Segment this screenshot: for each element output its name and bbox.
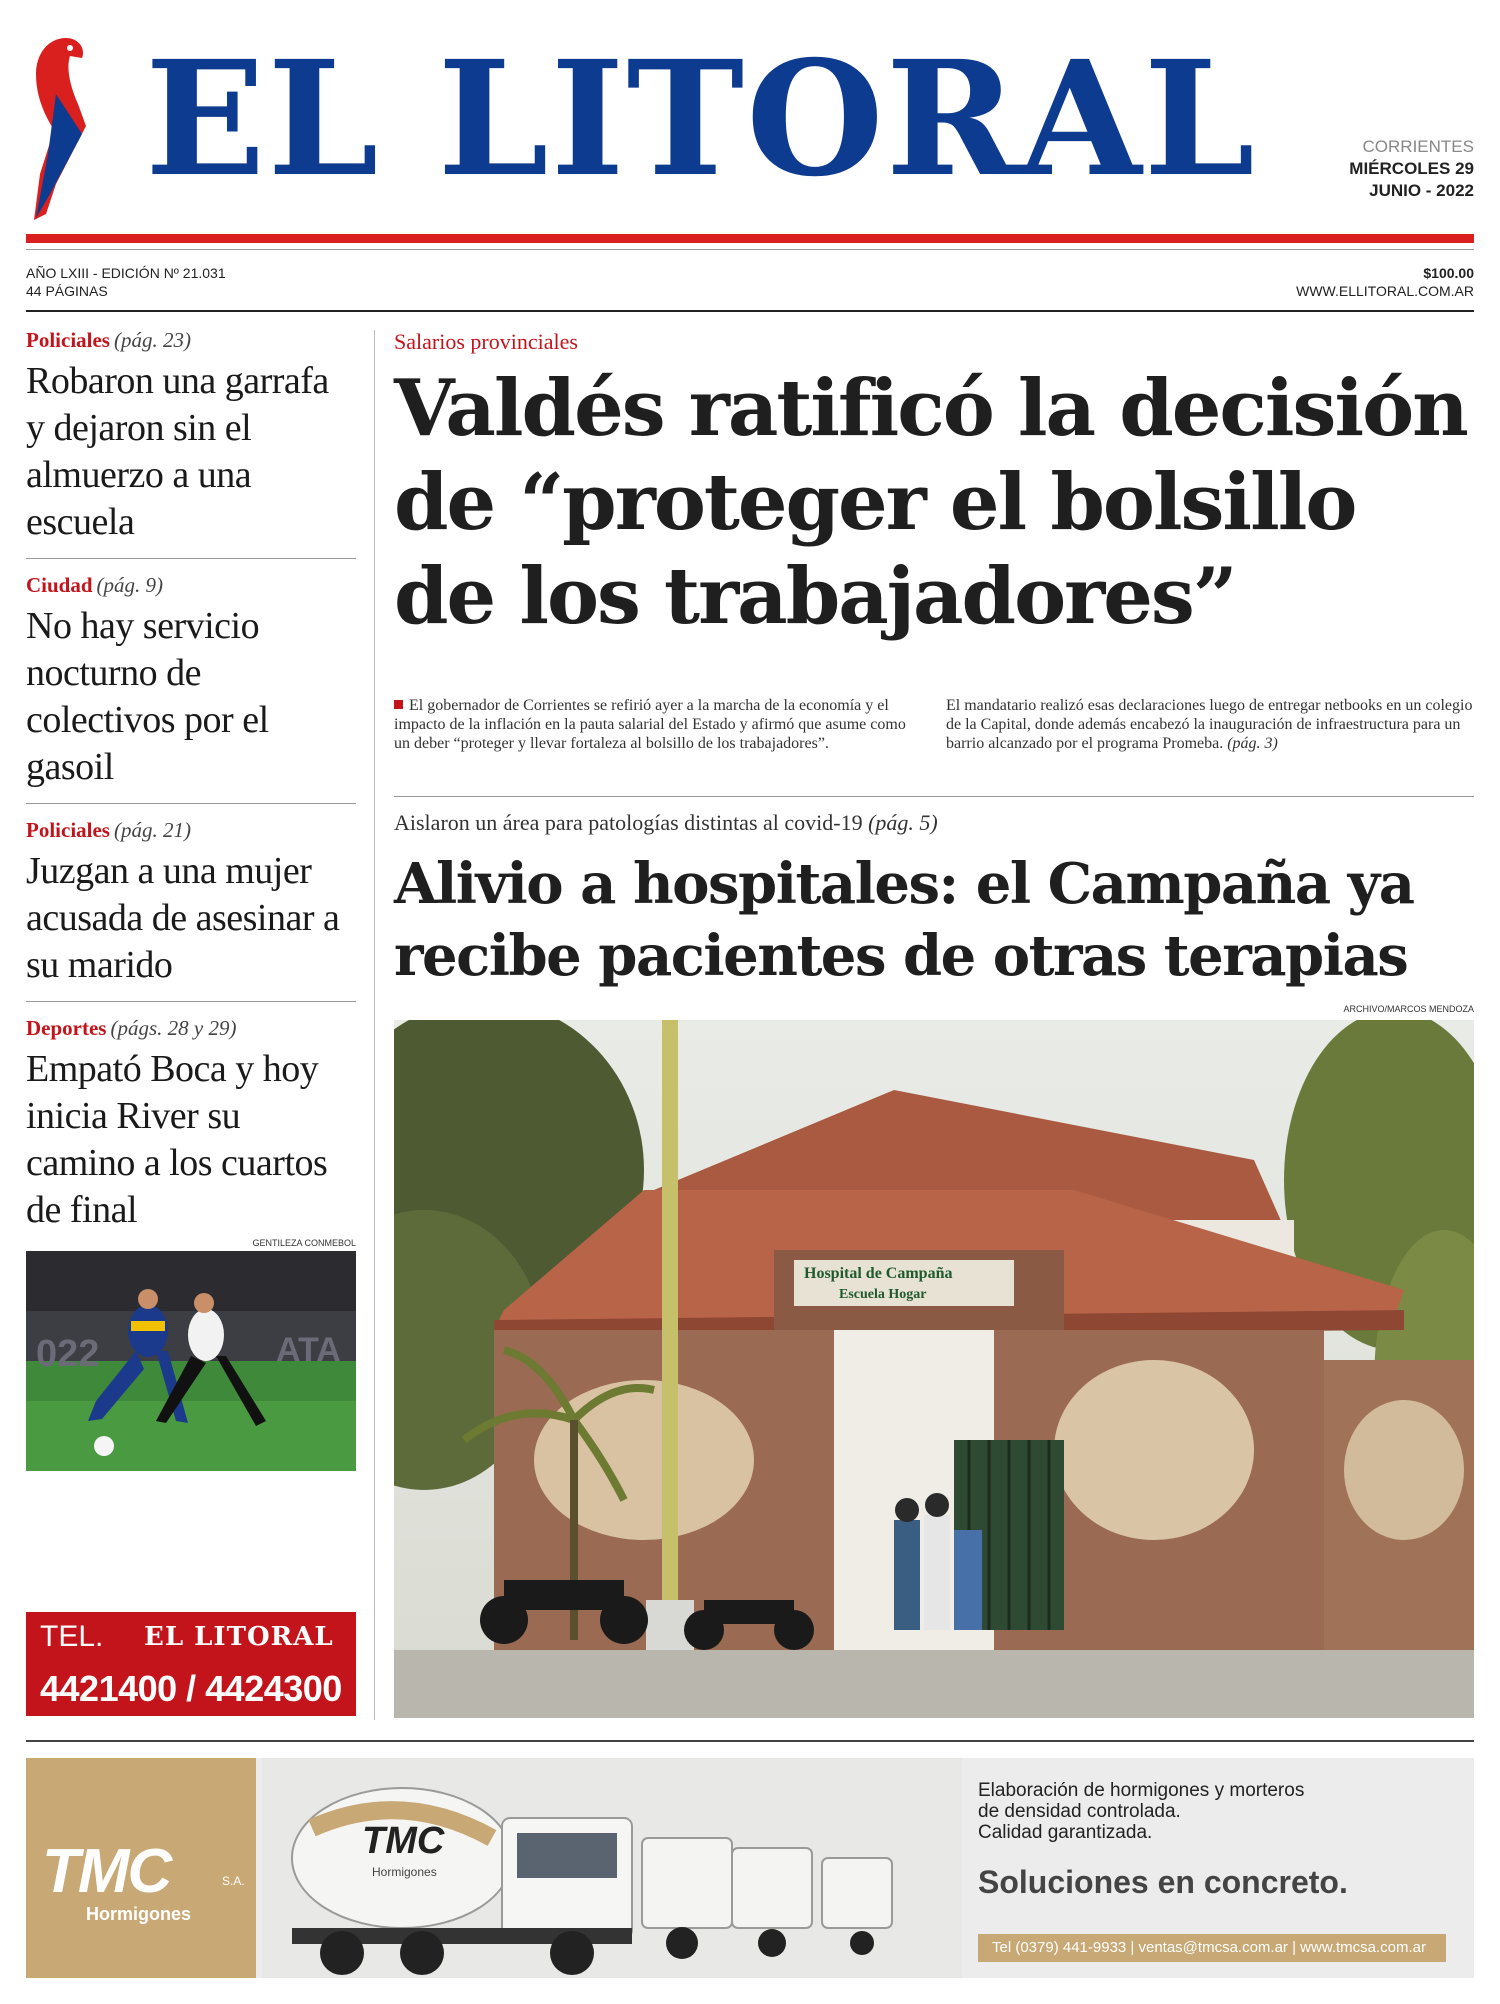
brief-section: Ciudad — [26, 573, 93, 597]
price: $100.00 — [1423, 265, 1474, 281]
brief-headline[interactable]: Empató Boca y hoy inicia River su camino a los cuartos de final — [26, 1048, 328, 1231]
hospital-sign: Hospital de Campaña — [804, 1265, 953, 1282]
brief-headline[interactable]: Robaron una garrafa y dejaron sin el almuerzo a una escuela — [26, 360, 329, 543]
brief-page-ref: (pág. 21) — [113, 818, 191, 842]
brief-page-ref: (págs. 28 y 29) — [110, 1016, 237, 1040]
phone-brand: EL LITORAL — [144, 1622, 334, 1652]
ad-slogan: Soluciones en concreto. — [978, 1864, 1348, 1900]
ad-logo-subtitle: Hormigones — [86, 1904, 192, 1924]
svg-text:ATA: ATA — [276, 1331, 341, 1369]
truck-logo: TMC — [362, 1820, 445, 1862]
ad-line-1: Elaboración de hormigones y morteros — [978, 1780, 1305, 1801]
advertisement-banner[interactable] — [26, 1758, 1474, 1978]
brief-divider — [26, 558, 356, 559]
truck-logo-sub: Hormigones — [372, 1865, 437, 1879]
brief-page-ref: (pág. 23) — [113, 328, 191, 352]
briefs-column — [26, 326, 356, 1471]
second-kicker-text: Aislaron un área para patologías distintas al covid-19 — [394, 810, 863, 835]
header-rule — [26, 310, 1474, 312]
brief-divider — [26, 803, 356, 804]
ad-contact-bar[interactable]: Tel (0379) 441-9933 | ventas@tmcsa.com.ar | www.tmcsa.com.ar — [978, 1934, 1446, 1962]
lead-headline[interactable]: Valdés ratificó la decisión de “proteger el bolsillo de los trabajadores” — [394, 363, 1467, 642]
brief-section: Deportes — [26, 1016, 107, 1040]
second-kicker — [394, 810, 1474, 836]
hospital-photo[interactable] — [394, 1020, 1474, 1718]
edition-info — [26, 264, 226, 300]
brief-item[interactable] — [26, 816, 356, 989]
sports-photo-credit: GENTILEZA CONMEBOL — [252, 1238, 356, 1248]
bullet-icon — [394, 700, 403, 709]
brief-divider — [26, 1001, 356, 1002]
section-rule — [394, 796, 1474, 797]
price-info — [1296, 264, 1474, 300]
lead-summary-right-text: El mandatario realizó esas declaraciones luego de entregar netbooks en un colegio de la Capital, donde además encabezó la inauguración de infraestructura para un barrio alcanzado por el programa Promeba. — [946, 697, 1473, 752]
masthead-red-rule — [26, 234, 1474, 243]
trucks-image — [262, 1758, 962, 1978]
masthead-date — [1349, 136, 1474, 202]
column-separator — [374, 330, 375, 1720]
lead-summary-left — [394, 696, 914, 753]
masthead-weekday: MIÉRCOLES 29 — [1349, 159, 1474, 178]
lead-summary-left-text: El gobernador de Corrientes se refirió ayer a la marcha de la economía y el impacto de la inflación en la pauta salarial del Estado y afirmó que asume como un deber “proteger y llevar fortaleza al bolsillo de los trabajadores”. — [394, 697, 906, 752]
phone-box[interactable] — [26, 1612, 356, 1716]
masthead-bird-logo — [26, 34, 88, 224]
svg-text:022: 022 — [36, 1333, 100, 1375]
ad-logo-sa: S.A. — [222, 1874, 245, 1888]
brief-page-ref: (pág. 9) — [96, 573, 164, 597]
ad-logo: TMC — [42, 1837, 171, 1906]
masthead-month-year: JUNIO - 2022 — [1369, 181, 1474, 200]
main-photo-credit: ARCHIVO/MARCOS MENDOZA — [1343, 1004, 1474, 1014]
ad-description — [978, 1780, 1304, 1843]
ad-rule — [26, 1740, 1474, 1742]
brief-item[interactable] — [26, 571, 356, 791]
ad-logo-panel — [26, 1758, 256, 1978]
website-link[interactable]: WWW.ELLITORAL.COM.AR — [1296, 283, 1474, 299]
ad-line-3: Calidad garantizada. — [978, 1822, 1153, 1843]
brief-headline[interactable]: No hay servicio nocturno de colectivos por el gasoil — [26, 605, 269, 788]
brief-section: Policiales — [26, 328, 110, 352]
second-headline[interactable]: Alivio a hospitales: el Campaña ya recibe pacientes de otras terapias — [394, 851, 1414, 989]
masthead-thin-rule — [26, 249, 1474, 250]
page-count: 44 PÁGINAS — [26, 283, 108, 299]
hospital-sign-sub: Escuela Hogar — [839, 1287, 927, 1302]
masthead-city: CORRIENTES — [1362, 137, 1474, 156]
ad-line-2: de densidad controlada. — [978, 1801, 1181, 1822]
phone-numbers[interactable]: 4421400 / 4424300 — [40, 1668, 342, 1709]
lead-summary-right — [946, 696, 1474, 753]
edition-number: AÑO LXIII - EDICIÓN Nº 21.031 — [26, 265, 226, 281]
brief-headline[interactable]: Juzgan a una mujer acusada de asesinar a su marido — [26, 850, 340, 986]
phone-label: TEL. — [40, 1620, 104, 1653]
brief-item[interactable] — [26, 326, 356, 546]
lead-page-ref: (pág. 3) — [1227, 735, 1278, 752]
masthead-title[interactable]: EL LITORAL — [145, 27, 1257, 212]
sports-photo[interactable] — [26, 1251, 356, 1471]
second-page-ref: (pág. 5) — [868, 810, 938, 835]
brief-section: Policiales — [26, 818, 110, 842]
brief-item[interactable] — [26, 1014, 356, 1234]
lead-kicker: Salarios provinciales — [394, 329, 578, 354]
